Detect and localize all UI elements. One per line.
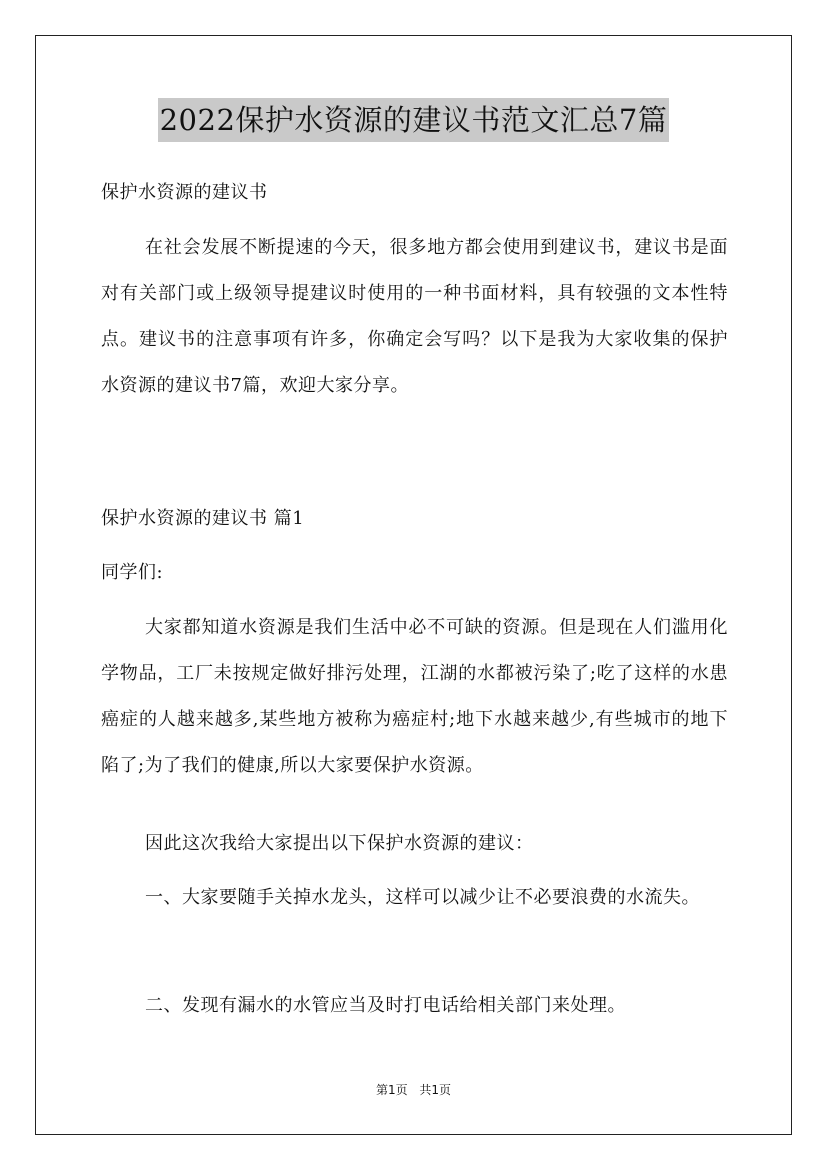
section-heading: 保护水资源的建议书 篇1	[101, 508, 305, 529]
page-total: 共1页	[419, 1083, 452, 1097]
page-footer	[0, 1081, 827, 1098]
body-paragraph: 因此这次我给大家提出以下保护水资源的建议：	[145, 833, 534, 854]
title-container	[0, 98, 827, 142]
body-paragraph: 二、发现有漏水的水管应当及时打电话给相关部门来处理。	[145, 995, 626, 1016]
document-title: 2022保护水资源的建议书范文汇总7篇	[158, 98, 670, 142]
greeting: 同学们:	[101, 562, 164, 583]
document-subtitle: 保护水资源的建议书	[101, 182, 268, 203]
body-paragraph: 一、大家要随手关掉水龙头，这样可以减少让不必要浪费的水流失。	[145, 887, 700, 908]
intro-paragraph: 在社会发展不断提速的今天，很多地方都会使用到建议书，建议书是面对有关部门或上级领导提建议时使用的一种书面材料，具有较强的文本性特点。建议书的注意事项有许多，你确定会写吗？以下是我为大家收集的保护水资源的建议书7篇，欢迎大家分享。	[101, 237, 728, 396]
body-paragraph: 大家都知道水资源是我们生活中必不可缺的资源。但是现在人们滥用化学物品，工厂未按规定做好排污处理，江湖的水都被污染了;吃了这样的水患癌症的人越来越多,某些地方被称为癌症村;地下水越来越少,有些城市的地下陷了;为了我们的健康,所以大家要保护水资源。	[101, 617, 728, 776]
page-number: 第1页	[375, 1083, 408, 1097]
